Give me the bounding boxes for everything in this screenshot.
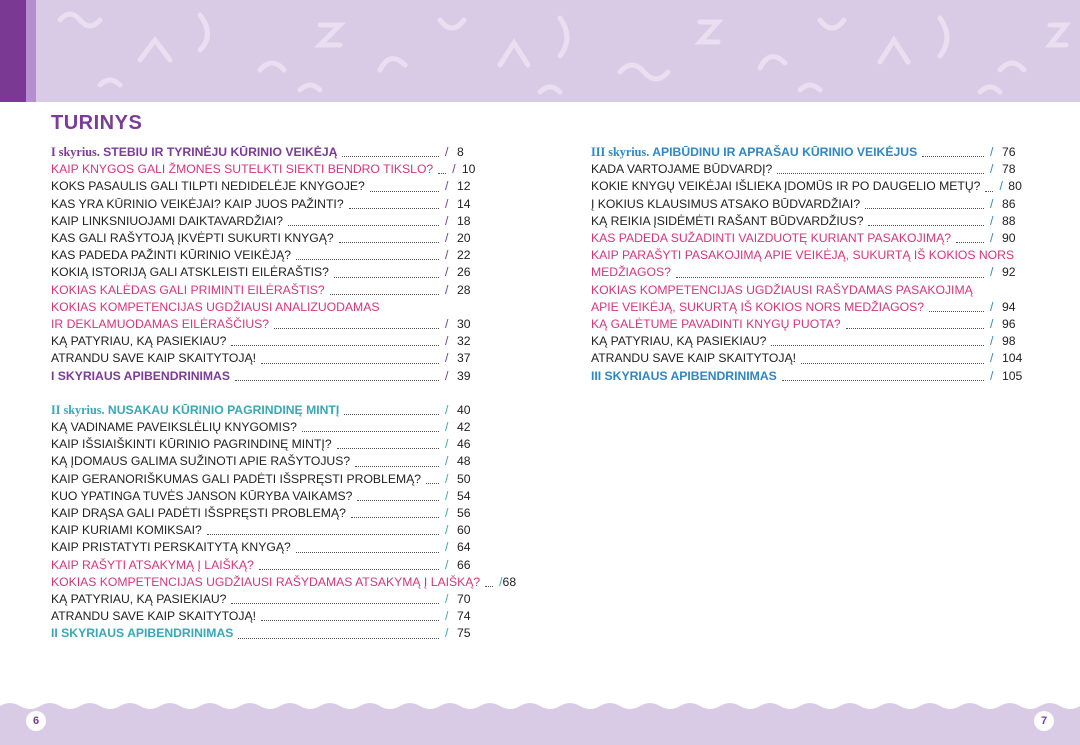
toc-section-heading[interactable]: I skyrius. STEBIU IR TYRINĖJU KŪRINIO VEIKĖJĄ / 8	[51, 145, 464, 159]
toc-entry[interactable]: KAIP KNYGOS GALI ŽMONES SUTELKTI SIEKTI BENDRO TIKSLO? / 10	[51, 162, 476, 177]
toc-entry[interactable]: KADA VARTOJAME BŪDVARDĮ? / 78	[591, 162, 1016, 177]
toc-entry[interactable]: KĄ VADINAME PAVEIKSLĖLIŲ KNYGOMIS? / 42	[51, 420, 471, 435]
toc-entry[interactable]: APIE VEIKĖJĄ, SUKURTĄ IŠ KOKIOS NORS MEDŽIAGOS? / 94	[591, 299, 1016, 314]
toc-entry[interactable]: KĄ PATYRIAU, KĄ PASIEKIAU? / 70	[51, 592, 471, 607]
toc-entry[interactable]: KĄ REIKIA ĮSIDĖMĖTI RAŠANT BŪDVARDŽIUS? / 88	[591, 213, 1016, 228]
toc-entry[interactable]: KAIP KURIAMI KOMIKSAI? / 60	[51, 523, 471, 538]
toc-entry[interactable]: ATRANDU SAVE KAIP SKAITYTOJĄ! / 37	[51, 351, 471, 366]
toc-entry-line[interactable]: KAIP PARAŠYTI PASAKOJIMĄ APIE VEIKĖJĄ, SUKURTĄ IŠ KOKIOS NORS	[591, 248, 1015, 263]
toc-entry[interactable]: ATRANDU SAVE KAIP SKAITYTOJĄ! / 74	[51, 609, 471, 624]
toc-entry[interactable]: MEDŽIAGOS? / 92	[591, 265, 1016, 280]
toc-entry[interactable]: KAIP PRISTATYTI PERSKAITYTĄ KNYGĄ? / 64	[51, 540, 471, 555]
toc-right-column	[591, 144, 1026, 385]
toc-entry-line[interactable]: KOKIAS KOMPETENCIJAS UGDŽIAUSI RAŠYDAMAS PASAKOJIMĄ	[591, 282, 973, 297]
footer-wave	[0, 700, 1080, 745]
decorative-pattern-icon	[0, 0, 1080, 102]
toc-entry[interactable]: KAS GALI RAŠYTOJĄ ĮKVĖPTI SUKURTI KNYGĄ? / 20	[51, 231, 471, 246]
toc-entry[interactable]: KAIP LINKSNIUOJAMI DAIKTAVARDŽIAI? / 18	[51, 213, 471, 228]
toc-entry[interactable]: KĄ PATYRIAU, KĄ PASIEKIAU? / 98	[591, 334, 1016, 349]
toc-entry[interactable]: KOKIE KNYGŲ VEIKĖJAI IŠLIEKA ĮDOMŪS IR PO DAUGELIO METŲ? / 80	[591, 179, 1022, 194]
toc-entry[interactable]: KOKIAS KALĖDAS GALI PRIMINTI EILĖRAŠTIS? / 28	[51, 282, 471, 297]
toc-entry[interactable]: KOKS PASAULIS GALI TILPTI NEDIDELĖJE KNYGOJE? / 12	[51, 179, 471, 194]
toc-entry[interactable]: KAS YRA KŪRINIO VEIKĖJAI? KAIP JUOS PAŽINTI? / 14	[51, 196, 471, 211]
page-number-left: 6	[26, 711, 46, 731]
toc-section-heading[interactable]: III skyrius. APIBŪDINU IR APRAŠAU KŪRINIO VEIKĖJUS / 76	[591, 145, 1016, 159]
toc-entry[interactable]: KAIP DRĄSA GALI PADĖTI IŠSPRĘSTI PROBLEMĄ? / 56	[51, 506, 471, 521]
toc-entry[interactable]: IR DEKLAMUODAMAS EILĖRAŠČIUS? / 30	[51, 317, 471, 332]
toc-entry[interactable]: KĄ GALĖTUME PAVADINTI KNYGŲ PUOTA? / 96	[591, 317, 1016, 332]
header-banner	[0, 0, 1080, 102]
toc-entry[interactable]: KAIP IŠSIAIŠKINTI KŪRINIO PAGRINDINĘ MINTĮ? / 46	[51, 437, 471, 452]
toc-entry-line[interactable]: KOKIAS KOMPETENCIJAS UGDŽIAUSI ANALIZUODAMAS	[51, 299, 380, 314]
toc-section-heading[interactable]: II skyrius. NUSAKAU KŪRINIO PAGRINDINĘ MINTĮ / 40	[51, 402, 471, 417]
toc-entry[interactable]: Į KOKIUS KLAUSIMUS ATSAKO BŪDVARDŽIAI? / 86	[591, 196, 1016, 211]
toc-summary[interactable]: I SKYRIAUS APIBENDRINIMAS / 39	[51, 368, 471, 383]
toc-left-column	[51, 144, 517, 643]
toc-entry[interactable]: KOKIAS KOMPETENCIJAS UGDŽIAUSI RAŠYDAMAS ATSAKYMĄ Į LAIŠKĄ? / 68	[51, 574, 517, 589]
toc-entry[interactable]: ATRANDU SAVE KAIP SKAITYTOJĄ! / 104	[591, 351, 1023, 366]
toc-entry[interactable]: KAIP GERANORIŠKUMAS GALI PADĖTI IŠSPRĘSTI PROBLEMĄ? / 50	[51, 471, 471, 486]
toc-entry[interactable]: KAIP RAŠYTI ATSAKYMĄ Į LAIŠKĄ? / 66	[51, 557, 471, 572]
toc-entry[interactable]: KAS PADEDA PAŽINTI KŪRINIO VEIKĖJĄ? / 22	[51, 248, 471, 263]
toc-summary[interactable]: II SKYRIAUS APIBENDRINIMAS / 75	[51, 626, 471, 641]
page-number-right: 7	[1034, 711, 1054, 731]
toc-summary[interactable]: III SKYRIAUS APIBENDRINIMAS / 105	[591, 368, 1023, 383]
toc-entry[interactable]: KOKIĄ ISTORIJĄ GALI ATSKLEISTI EILĖRAŠTIS? / 26	[51, 265, 471, 280]
toc-entry[interactable]: KĄ ĮDOMAUS GALIMA SUŽINOTI APIE RAŠYTOJUS? / 48	[51, 454, 471, 469]
toc-entry[interactable]: KUO YPATINGA TUVĖS JANSON KŪRYBA VAIKAMS? / 54	[51, 488, 471, 503]
toc-entry[interactable]: KĄ PATYRIAU, KĄ PASIEKIAU? / 32	[51, 334, 471, 349]
page-title: TURINYS	[51, 112, 143, 134]
banner-stripe-accent	[26, 0, 36, 102]
toc-entry[interactable]: KAS PADEDA SUŽADINTI VAIZDUOTĘ KURIANT PASAKOJIMĄ? / 90	[591, 231, 1016, 246]
